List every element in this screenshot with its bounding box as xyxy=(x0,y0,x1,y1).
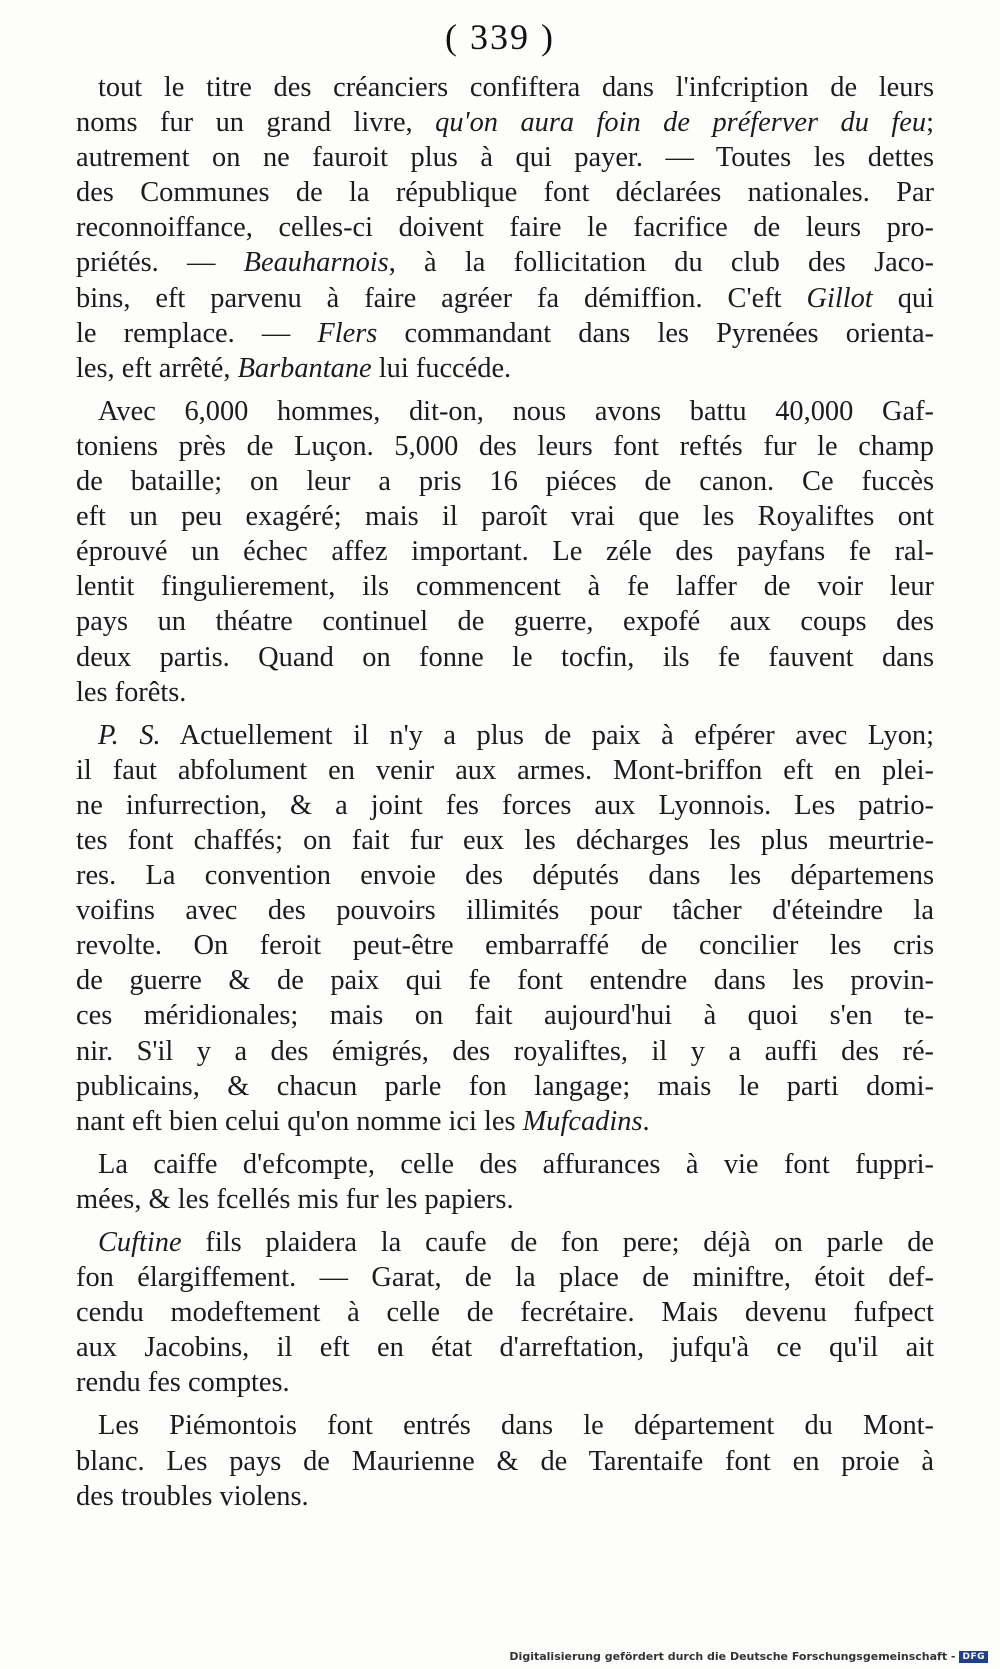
text-line: fon élargiffement. — Garat, de la place de miniftre, étoit def- xyxy=(76,1262,934,1294)
text-line: eft un peu exagéré; mais il paroît vrai que les Royaliftes ont xyxy=(76,501,934,533)
text-line: cendu modeftement à celle de fecrétaire. Mais devenu fufpect xyxy=(76,1297,934,1329)
text-line: reconnoiffance, celles-ci doivent faire le facrifice de leurs pro- xyxy=(76,212,934,244)
text-line: toniens près de Luçon. 5,000 des leurs font reftés fur le champ xyxy=(76,430,934,462)
text-line: bins, eft parvenu à faire agréer fa démiffion. C'eft Gillot qui xyxy=(76,282,934,314)
text-line: tes font chaffés; on fait fur eux les décharges les plus meurtrie- xyxy=(76,824,934,856)
text-line: les, eft arrêté, Barbantane lui fuccéde. xyxy=(76,352,512,384)
text-line: de guerre & de paix qui fe font entendre dans les provin- xyxy=(76,965,934,997)
text-line: ces méridionales; mais on fait aujourd'hui à quoi s'en te- xyxy=(76,1000,934,1032)
paragraph xyxy=(76,1408,934,1513)
paragraph xyxy=(76,718,934,1139)
text-line: P. S. Actuellement il n'y a plus de paix à efpérer avec Lyon; xyxy=(98,719,935,751)
text-line: rendu fes comptes. xyxy=(76,1367,290,1399)
text-line: voifins avec des pouvoirs illimités pour tâcher d'éteindre la xyxy=(76,895,934,927)
text-line: le remplace. — Flers commandant dans les Pyrenées orienta- xyxy=(76,317,935,349)
text-line: Avec 6,000 hommes, dit-on, nous avons battu 40,000 Gaf- xyxy=(98,395,934,427)
body-text xyxy=(76,70,934,1514)
text-line: Cuftine fils plaidera la caufe de fon pere; déjà on parle de xyxy=(98,1227,934,1258)
text-line: priétés. — Beauharnois, à la follicitation du club des Jaco- xyxy=(76,247,934,279)
text-line: ne infurrection, & a joint fes forces aux Lyonnois. Les patrio- xyxy=(76,789,934,821)
text-line: tout le titre des créanciers confiftera dans l'infcription de leurs xyxy=(98,72,934,103)
text-line: revolte. On feroit peut-être embarraffé de concilier les cris xyxy=(76,930,934,962)
text-line: res. La convention envoie des députés dans les départemens xyxy=(76,860,934,892)
text-line: mées, & les fcellés mis fur les papiers. xyxy=(76,1183,514,1215)
dfg-logo: DFG xyxy=(959,1651,988,1663)
text-line: lentit fingulierement, ils commencent à fe laffer de voir leur xyxy=(76,571,934,603)
paragraph xyxy=(76,70,934,386)
text-line: autrement on ne fauroit plus à qui payer. — Toutes les dettes xyxy=(76,142,934,174)
text-line: éprouvé un échec affez important. Le zéle des payfans fe ral- xyxy=(76,536,934,568)
text-line: il faut abfolument en venir aux armes. Mont-briffon eft en plei- xyxy=(76,754,934,786)
paragraph xyxy=(76,1225,934,1400)
text-line: deux partis. Quand on fonne le tocfin, ils fe fauvent dans xyxy=(76,641,934,673)
text-line: nant eft bien celui qu'on nomme ici les Mufcadins. xyxy=(76,1105,650,1137)
text-line: des troubles violens. xyxy=(76,1480,309,1512)
text-line: des Communes de la république font déclarées nationales. Par xyxy=(76,177,934,209)
text-line: blanc. Les pays de Maurienne & de Tarentaife font en proie à xyxy=(76,1445,934,1477)
text-line: de bataille; on leur a pris 16 piéces de canon. Ce fuccès xyxy=(76,466,934,498)
text-line: publicains, & chacun parle fon langage; mais le parti domi- xyxy=(76,1070,934,1102)
text-line: nir. S'il y a des émigrés, des royaliftes, il y a auffi des ré- xyxy=(76,1035,934,1067)
text-line: aux Jacobins, il eft en état d'arreftation, jufqu'à ce qu'il ait xyxy=(76,1332,934,1364)
text-line: noms fur un grand livre, qu'on aura foin de préferver du feu; xyxy=(76,107,934,139)
text-line: pays un théatre continuel de guerre, expofé aux coups des xyxy=(76,606,934,638)
paragraph xyxy=(76,394,934,710)
page-number: ( 339 ) xyxy=(445,17,555,57)
text-line: La caiffe d'efcompte, celle des affurances à vie font fuppri- xyxy=(98,1148,934,1180)
text-line: les forêts. xyxy=(76,676,187,708)
paragraph xyxy=(76,1147,934,1217)
text-line: Les Piémontois font entrés dans le département du Mont- xyxy=(98,1410,934,1442)
digitization-footer xyxy=(509,1650,988,1663)
footer-credit-text: Digitalisierung gefördert durch die Deutsche Forschungsgemeinschaft - xyxy=(509,1650,956,1663)
